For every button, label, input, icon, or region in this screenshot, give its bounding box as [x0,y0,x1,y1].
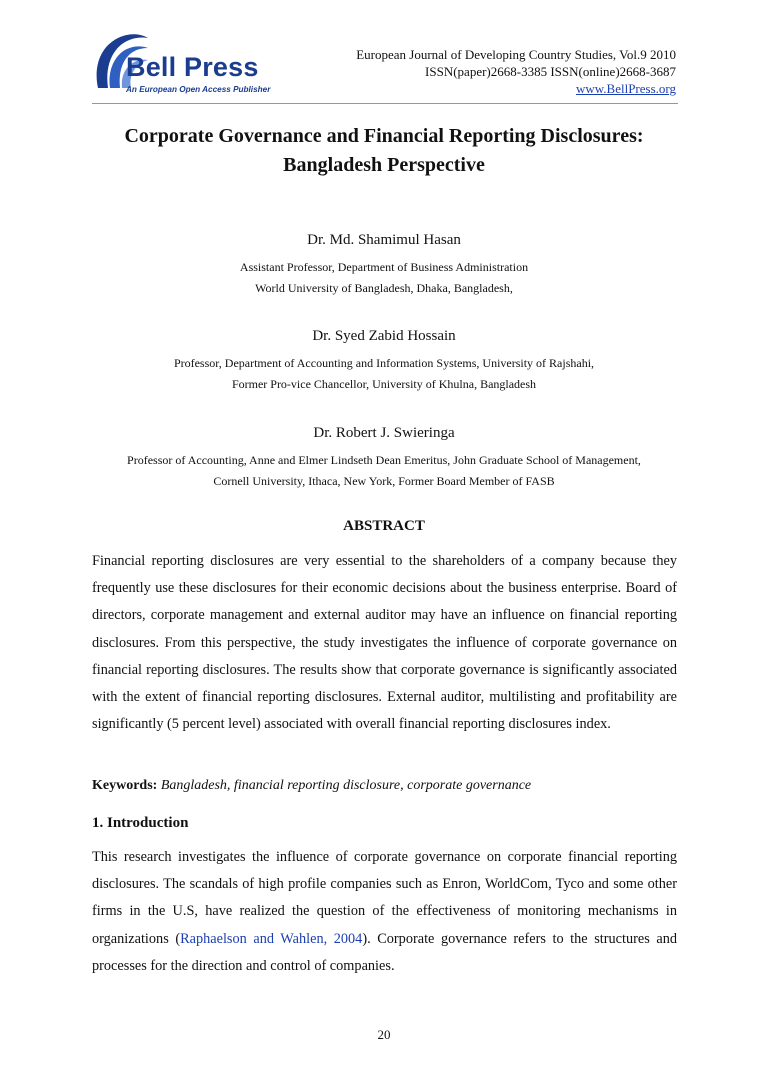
author-name: Dr. Md. Shamimul Hasan [307,232,461,248]
author-name: Dr. Robert J. Swieringa [313,425,455,441]
logo-tagline: An European Open Access Publisher [126,85,271,94]
keywords-label: Keywords: [92,778,158,793]
author-name: Dr. Syed Zabid Hossain [312,328,456,344]
author-affiliation-line: Assistant Professor, Department of Business Administration [239,260,529,274]
journal-info [356,46,676,97]
author-1 [80,230,688,299]
introduction-heading: 1. Introduction [92,815,189,831]
author-affiliation-line: Professor of Accounting, Anne and Elmer Lindseth Dean Emeritus, John Graduate School of Management, [127,453,641,467]
introduction-text [92,844,677,980]
author-affiliation-line: Cornell University, Ithaca, New York, Former Board Member of FASB [213,474,555,488]
logo-wordmark: Bell Press [126,52,259,82]
citation-link[interactable]: Raphaelson and Wahlen, 2004 [180,930,363,947]
publisher-logo [92,30,277,102]
intro-text-part: This research investigates the influence of corporate governance on corporate financial reporting disclosures. The scandals of high profile companies such as Enron, WorldCom, Tyco and some other firms in the U.S, have realized the question of the effectiveness of monitoring mechanisms in organizations ( [92,849,677,947]
paper-title [84,122,684,180]
page-number: 20 [377,1027,391,1042]
author-affiliation-line: Former Pro-vice Chancellor, University of Khulna, Bangladesh [231,377,537,391]
author-2 [80,326,688,395]
title-line-1: Corporate Governance and Financial Reporting Disclosures: [124,125,644,147]
author-affiliation-line: Professor, Department of Accounting and Information Systems, University of Rajshahi, [173,356,595,370]
header-divider [92,103,678,104]
intro-text-part: ). Corporate governance refers to the structures and processes for the direction and control of companies. [92,930,677,974]
abstract-heading: ABSTRACT [343,518,425,534]
abstract-text: Financial reporting disclosures are very essential to the shareholders of a company because they frequently use these disclosures for their economic decisions about the business enterprise. Board of directors, corporate management and external auditor may have an influence on financial reporting disclosures. From this perspective, the study investigates the influence of corporate governance on financial reporting disclosures. The results show that corporate governance is significantly associated with the extent of financial reporting disclosures. External auditor, multilisting and profitability are significantly (5 percent level) associated with overall financial reporting disclosures index. [92,553,677,733]
author-affiliation-line: World University of Bangladesh, Dhaka, Bangladesh, [255,281,513,295]
author-3 [80,423,688,492]
journal-line: European Journal of Developing Country Studies, Vol.9 2010 [356,47,676,62]
keywords-value: Bangladesh, financial reporting disclosure, corporate governance [160,778,532,793]
website-link[interactable]: www.BellPress.org [575,81,676,96]
issn-line: ISSN(paper)2668-3385 ISSN(online)2668-3687 [425,64,676,79]
title-line-2: Bangladesh Perspective [283,154,485,176]
keywords [92,778,531,794]
